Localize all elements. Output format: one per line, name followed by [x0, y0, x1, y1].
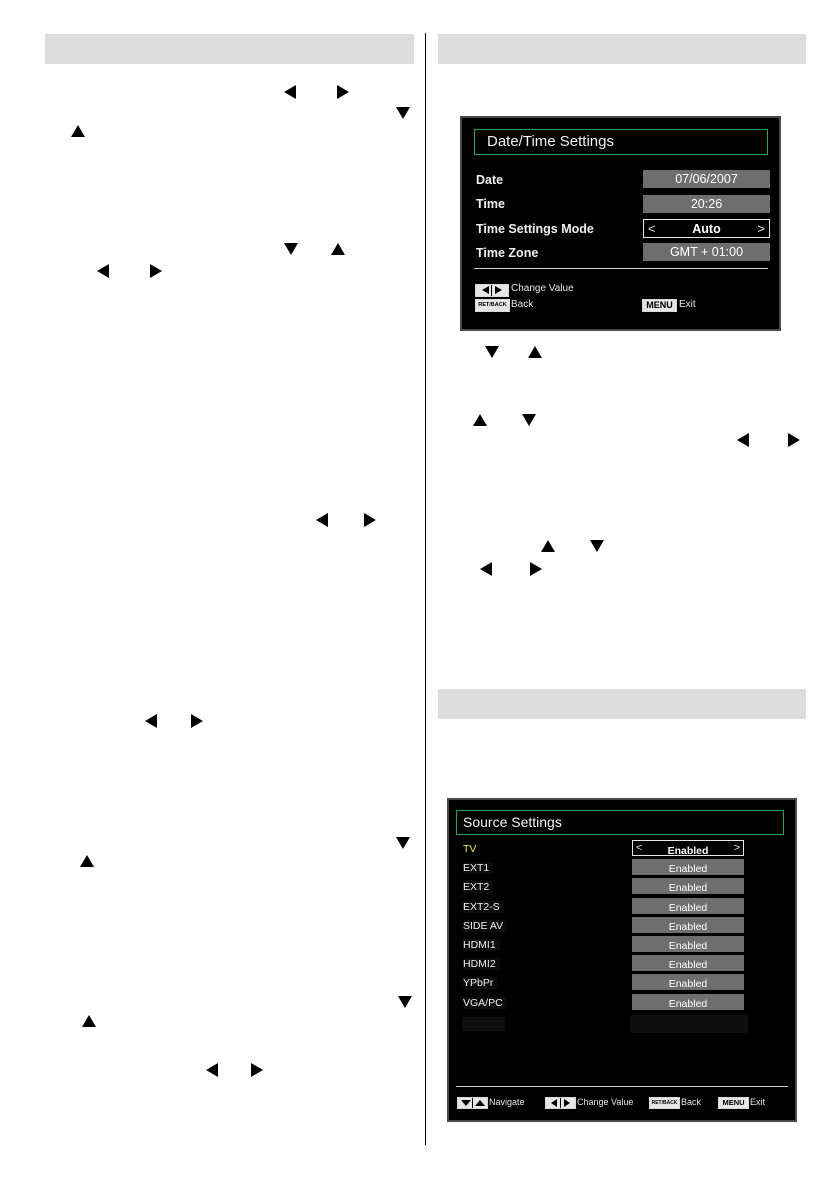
- time-settings-mode-value[interactable]: < Auto >: [643, 219, 770, 238]
- change-value-hint: Change Value: [511, 283, 574, 294]
- right-arrow-icon: [251, 1063, 263, 1077]
- right-arrow-icon: [788, 433, 800, 447]
- ret-back-key-icon: RET/BACK: [475, 299, 510, 312]
- time-value[interactable]: 20:26: [643, 195, 770, 213]
- source-label-tv: TV: [463, 843, 477, 855]
- source-value-ext2[interactable]: Enabled: [632, 878, 744, 894]
- source-hint-divider: [456, 1086, 788, 1087]
- down-arrow-icon: [522, 414, 536, 426]
- source-value-ext2-s[interactable]: Enabled: [632, 898, 744, 914]
- source-settings-screen: [447, 798, 797, 1122]
- right-section-header-top: [438, 34, 806, 64]
- up-arrow-icon: [82, 1015, 96, 1027]
- right-arrow-icon: [364, 513, 376, 527]
- source-value-side-av[interactable]: Enabled: [632, 917, 744, 933]
- right-arrow-icon: [150, 264, 162, 278]
- navigate-hint: Navigate: [489, 1097, 525, 1107]
- down-arrow-icon: [396, 107, 410, 119]
- source-label-ypbpr: YPbPr: [463, 977, 497, 989]
- down-arrow-icon: [398, 996, 412, 1008]
- left-arrow-icon: [206, 1063, 218, 1077]
- back-hint: Back: [511, 299, 534, 310]
- source-settings-title: Source Settings: [456, 810, 784, 835]
- source-value-ext1[interactable]: Enabled: [632, 859, 744, 875]
- exit-hint: Exit: [679, 299, 696, 310]
- chevron-right-icon: >: [733, 842, 740, 854]
- up-arrow-icon: [473, 414, 487, 426]
- source-value-hdmi2[interactable]: Enabled: [632, 955, 744, 971]
- date-value[interactable]: 07/06/2007: [643, 170, 770, 188]
- left-arrow-icon: [737, 433, 749, 447]
- up-arrow-icon: [71, 125, 85, 137]
- source-empty-label-slot: [462, 1017, 505, 1031]
- left-right-key-icon: [475, 284, 509, 297]
- left-arrow-icon: [480, 562, 492, 576]
- source-label-ext2: EXT2: [463, 881, 493, 893]
- column-divider: [425, 33, 426, 1145]
- source-label-hdmi1: HDMI1: [463, 939, 500, 951]
- down-up-key-icon: [457, 1097, 488, 1109]
- time-label: Time: [476, 197, 505, 211]
- right-section-header-bottom: [438, 689, 806, 719]
- datetime-settings-screen: [460, 116, 781, 331]
- time-zone-label: Time Zone: [476, 246, 539, 260]
- left-arrow-icon: [97, 264, 109, 278]
- exit-hint: Exit: [750, 1097, 766, 1107]
- change-value-hint: Change Value: [577, 1097, 634, 1107]
- left-arrow-icon: [145, 714, 157, 728]
- right-arrow-icon: [337, 85, 349, 99]
- ret-back-key-icon: RET/BACK: [649, 1097, 680, 1109]
- source-label-ext1: EXT1: [463, 862, 493, 874]
- up-arrow-icon: [331, 243, 345, 255]
- down-arrow-icon: [396, 837, 410, 849]
- time-zone-value[interactable]: GMT + 01:00: [643, 243, 770, 261]
- date-label: Date: [476, 173, 504, 187]
- source-value-vga-pc[interactable]: Enabled: [632, 994, 744, 1010]
- source-label-ext2-s: EXT2-S: [463, 901, 504, 913]
- left-section-header: [45, 34, 414, 64]
- chevron-left-icon: <: [636, 842, 643, 854]
- source-label-side-av: SIDE AV: [463, 920, 507, 932]
- source-label-vga-pc: VGA/PC: [463, 997, 507, 1009]
- right-arrow-icon: [191, 714, 203, 728]
- down-arrow-icon: [485, 346, 499, 358]
- chevron-right-icon: >: [757, 221, 765, 236]
- down-arrow-icon: [590, 540, 604, 552]
- source-value-tv[interactable]: < Enabled >: [632, 840, 744, 856]
- source-value-ypbpr[interactable]: Enabled: [632, 974, 744, 990]
- datetime-settings-title: Date/Time Settings: [474, 129, 768, 155]
- back-hint: Back: [681, 1097, 702, 1107]
- menu-key-icon: MENU: [718, 1097, 749, 1109]
- down-arrow-icon: [284, 243, 298, 255]
- chevron-left-icon: <: [648, 221, 656, 236]
- up-arrow-icon: [528, 346, 542, 358]
- up-arrow-icon: [541, 540, 555, 552]
- up-arrow-icon: [80, 855, 94, 867]
- right-arrow-icon: [530, 562, 542, 576]
- source-label-hdmi2: HDMI2: [463, 958, 500, 970]
- left-right-key-icon: [545, 1097, 576, 1109]
- time-settings-mode-label: Time Settings Mode: [476, 222, 594, 236]
- source-value-hdmi1[interactable]: Enabled: [632, 936, 744, 952]
- menu-key-icon: MENU: [642, 299, 677, 312]
- left-arrow-icon: [316, 513, 328, 527]
- source-empty-value-slot: [630, 1015, 748, 1033]
- left-arrow-icon: [284, 85, 296, 99]
- datetime-hint-divider: [474, 268, 768, 269]
